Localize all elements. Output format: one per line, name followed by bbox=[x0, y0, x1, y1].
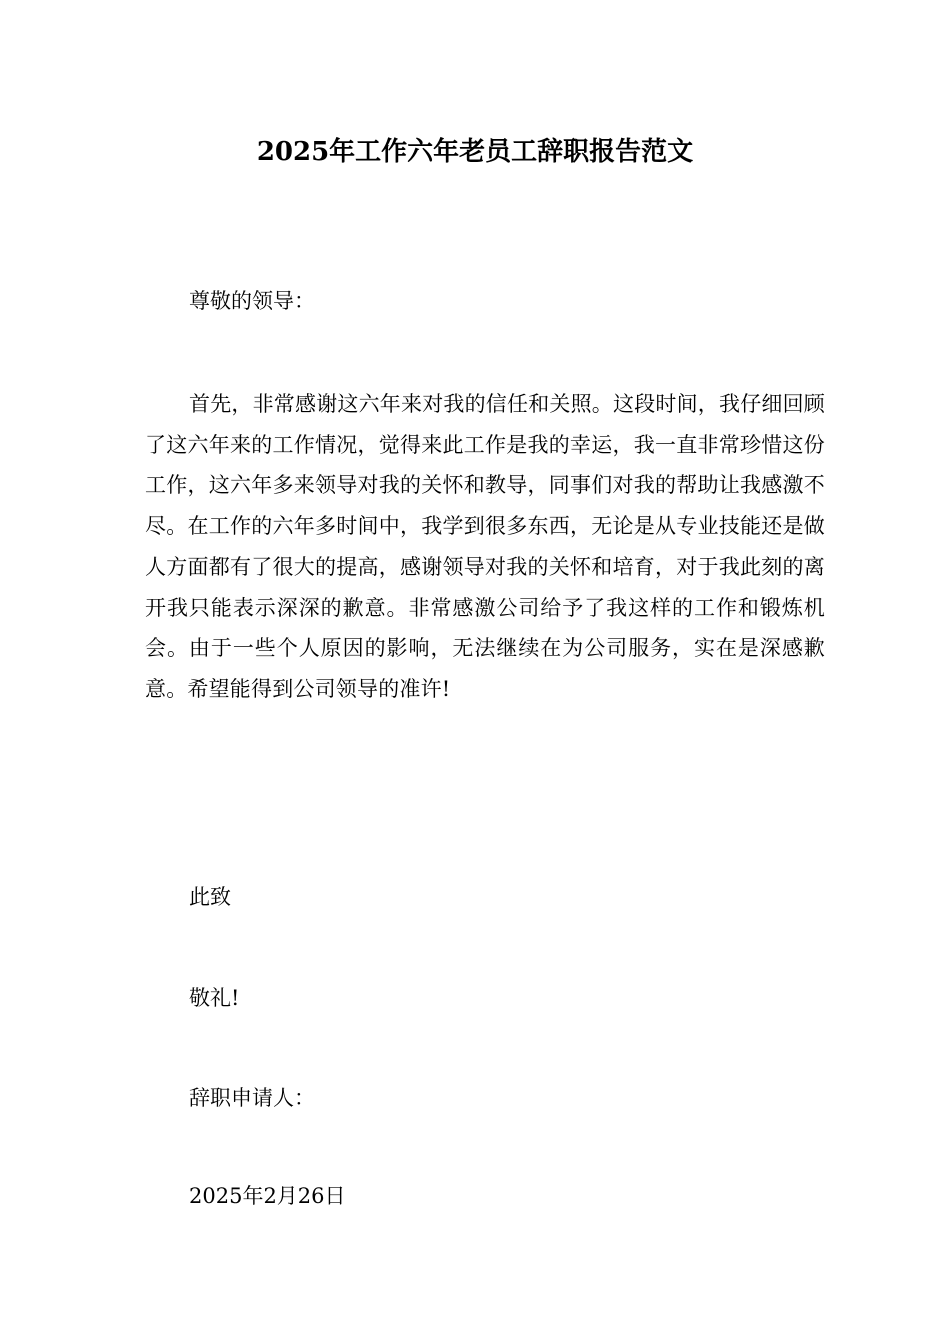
date-line: 2025年2月26日 bbox=[189, 1184, 346, 1208]
document-title: 2025年工作六年老员工辞职报告范文 bbox=[256, 137, 694, 167]
closing-line-1: 此致 bbox=[189, 885, 231, 909]
closing-line-2: 敬礼! bbox=[189, 986, 240, 1010]
body-paragraph: 首先，非常感谢这六年来对我的信任和关照。这段时间，我仔细回顾了这六年来的工作情况，觉得来此工作是我的幸运，我一直非常珍惜这份工作，这六年多来领导对我的关怀和教导，同事们对我的帮助让我感激不尽。在工作的六年多时间中，我学到很多东西，无论是从专业技能还是做人方面都有了很大的提高，感谢领导对我的关怀和培育，对于我此刻的离开我只能表示深深的歉意。非常感激公司给予了我这样的工作和锻炼机会。由于一些个人原因的影响，无法继续在为公司服务，实在是深感歉意。希望能得到公司领导的准许! bbox=[145, 392, 825, 701]
signature-label: 辞职申请人： bbox=[189, 1086, 315, 1110]
salutation: 尊敬的领导： bbox=[189, 289, 315, 313]
